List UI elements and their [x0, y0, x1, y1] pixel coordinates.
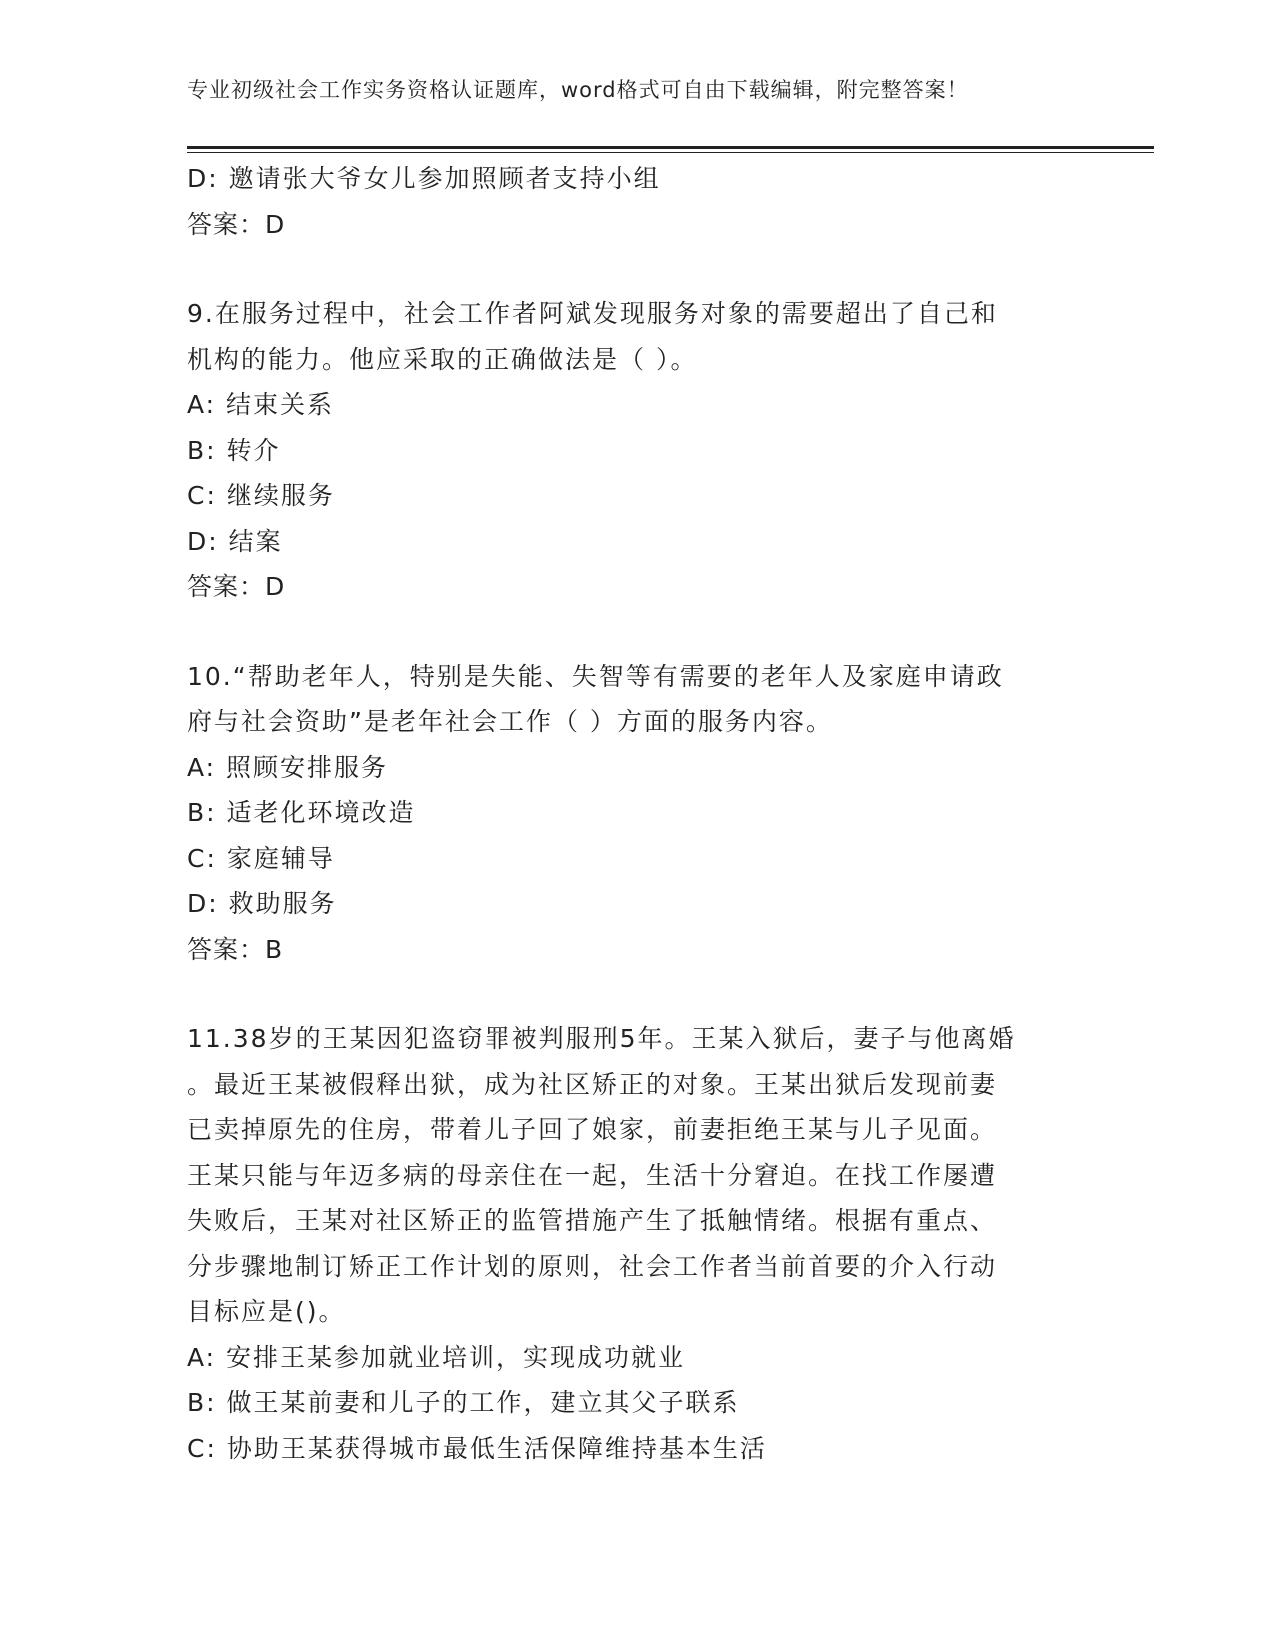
option-b: B: 转介	[187, 435, 281, 465]
question-stem-line: 府与社会资助”是老年社会工作（ ）方面的服务内容。	[187, 707, 833, 736]
header-rule-thin	[187, 152, 1154, 153]
question-block-9	[187, 291, 1087, 610]
question-spacer	[187, 610, 1087, 654]
question-stem-line: 目标应是()。	[187, 1297, 346, 1326]
option-c: C: 继续服务	[187, 481, 335, 510]
answer-line: 答案：D	[187, 572, 286, 601]
question-stem-line: 已卖掉原先的住房，带着儿子回了娘家，前妻拒绝王某与儿子见面。	[187, 1115, 998, 1144]
question-stem-line: 11.38岁的王某因犯盗窃罪被判服刑5年。王某入狱后，妻子与他离婚	[187, 1024, 1016, 1053]
option-d: D: 救助服务	[187, 889, 337, 918]
question-spacer	[187, 247, 1087, 291]
option-c: C: 家庭辅导	[187, 843, 335, 873]
option-a: A: 安排王某参加就业培训，实现成功就业	[187, 1342, 686, 1372]
question-stem-line: 分步骤地制订矫正工作计划的原则，社会工作者当前首要的介入行动	[187, 1251, 998, 1281]
question-stem-line: 机构的能力。他应采取的正确做法是（ ）。	[187, 344, 698, 374]
option-a: A: 结束关系	[187, 390, 335, 419]
question-content	[187, 156, 1087, 1471]
header-rule-thick	[187, 146, 1154, 149]
option-b: B: 适老化环境改造	[187, 798, 416, 827]
option-c: C: 协助王某获得城市最低生活保障维持基本生活	[187, 1433, 767, 1463]
question-stem-line: 9.在服务过程中，社会工作者阿斌发现服务对象的需要超出了自己和	[187, 299, 998, 328]
option-b: B: 做王某前妻和儿子的工作，建立其父子联系	[187, 1388, 740, 1417]
question-stem-line: 10.“帮助老年人，特别是失能、失智等有需要的老年人及家庭申请政	[187, 661, 1004, 691]
option-a: A: 照顾安排服务	[187, 752, 389, 782]
question-block-10	[187, 654, 1087, 973]
question-spacer	[187, 972, 1087, 1016]
option-d: D: 结案	[187, 526, 283, 556]
page-header: 专业初级社会工作实务资格认证题库，word格式可自由下载编辑，附完整答案！	[187, 78, 969, 102]
question-stem-line: 失败后，王某对社区矫正的监管措施产生了抵触情绪。根据有重点、	[187, 1206, 998, 1235]
question-stem-line: 王某只能与年迈多病的母亲住在一起，生活十分窘迫。在找工作屡遭	[187, 1160, 998, 1190]
question-stem-line: 。最近王某被假释出狱，成为社区矫正的对象。王某出狱后发现前妻	[187, 1069, 998, 1099]
question-block-11	[187, 1016, 1087, 1471]
option-d: D: 邀请张大爷女儿参加照顾者支持小组	[187, 164, 661, 193]
answer-line: 答案：D	[187, 209, 286, 239]
answer-line: 答案：B	[187, 934, 284, 964]
